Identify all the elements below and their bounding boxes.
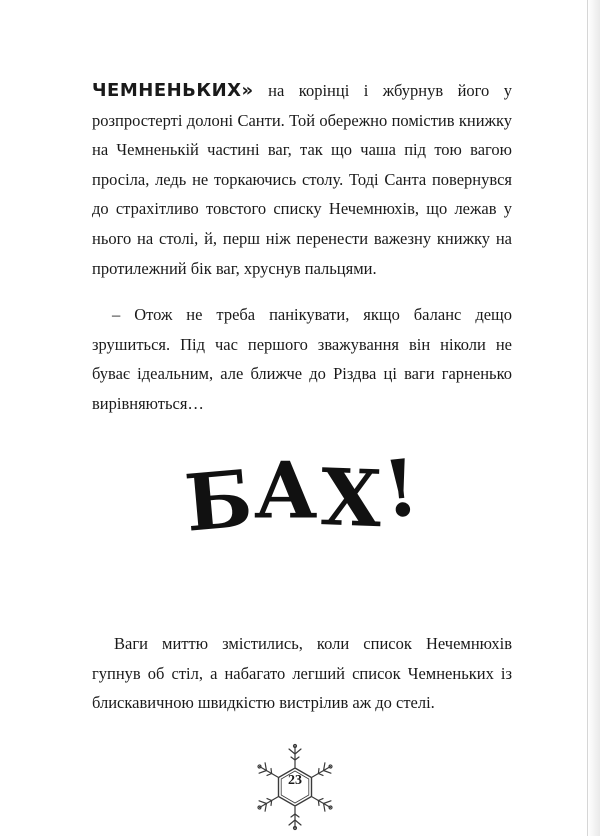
page-number: 23 <box>288 773 302 788</box>
page-edge <box>587 0 600 836</box>
paragraph-3-text: Ваги миттю змістились, коли список Нечемнюхів гупнув об стіл, а набагато легший список Чемненьких із блискавичною швидкістю вистрілив аж до стелі. <box>92 634 512 713</box>
sound-effect-letter: Б <box>181 453 259 550</box>
sound-effect-heading <box>177 441 430 550</box>
paragraph-2-text: – Отож не треба панікувати, якщо баланс дещо зрушиться. Під час першого зважування він ніколи не буває ідеальним, але ближче до Різдва ці ваги гарненько вирівняються… <box>92 305 512 413</box>
lead-word: ЧЕМНЕНЬКИХ» <box>92 80 254 101</box>
paragraph-3 <box>92 629 512 718</box>
page-folio <box>250 742 340 832</box>
sound-effect-letter: Х <box>318 452 386 546</box>
paragraph-2 <box>92 300 512 418</box>
sound-effect-letter: ! <box>379 441 426 537</box>
paragraph-1-text: на корінці і жбурнув його у розпростерті долоні Санти. Той обережно помістив книжку на Чемненькій частині ваг, так що чаша під тою вагою просіла, ледь не торкаючись столу. Тоді Санта повернувся до страхітливо товстого списку Нечемнюхів, що лежав у нього на столі, й, перш ніж перенести важезну книжку на протилежний бік ваг, хруснув пальцями. <box>92 81 512 278</box>
paragraph-1 <box>92 76 512 283</box>
sound-effect-letter: А <box>254 445 321 537</box>
